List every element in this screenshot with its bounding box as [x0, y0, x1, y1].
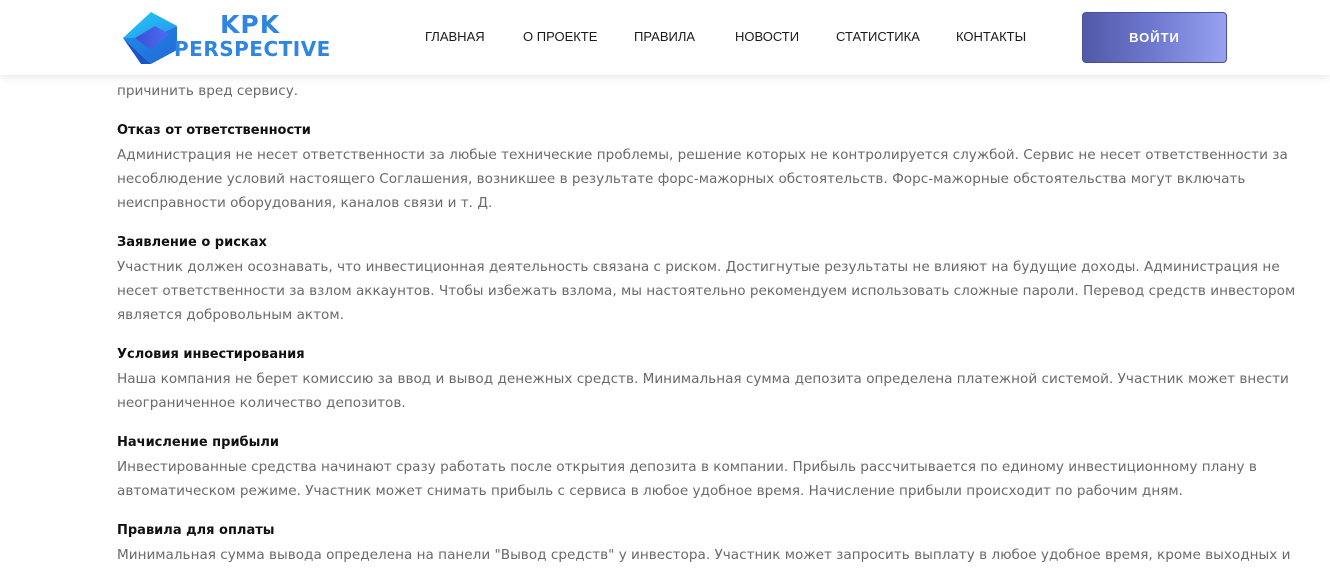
section-text: [117, 143, 1288, 215]
nav-item-about[interactable]: О ПРОЕКТЕ: [523, 29, 598, 44]
logo-text-line1: KPK: [220, 10, 281, 39]
section-title: Условия инвестирования: [117, 347, 305, 362]
section-text-line: Инвестированные средства начинают сразу работать после открытия депозита в компании. Прибыль рассчитывается по единому инвестиционному плану в: [117, 459, 1257, 475]
section-text-line: является добровольным актом.: [117, 307, 344, 323]
nav-item-contacts[interactable]: КОНТАКТЫ: [956, 29, 1027, 44]
section-text-line: Участник должен осознавать, что инвестиционная деятельность связана с риском. Достигнутые результаты не влияют на будущие доходы. Администрация не: [117, 259, 1280, 275]
rules-content: [117, 55, 1296, 567]
nav-item-home[interactable]: ГЛАВНАЯ: [425, 29, 485, 44]
section-text-line: неограниченное количество депозитов.: [117, 395, 406, 411]
section-investment-terms: [117, 343, 1289, 415]
logo-text-line2: PERSPECTIVE: [174, 37, 331, 61]
site-header: [0, 0, 1330, 75]
section-text-line: несет ответственности за взлом аккаунтов. Чтобы избежать взлома, мы настоятельно рекомендуем использовать сложные пароли. Перевод средств инвестором: [117, 283, 1296, 299]
rules-lead-line: причинить вред сервису.: [117, 83, 299, 99]
section-risk-statement: [117, 231, 1296, 327]
section-title: Заявление о рисках: [117, 235, 267, 250]
section-profit-accrual: [117, 431, 1257, 503]
section-text-line: неисправности оборудования, каналов связи и т. Д.: [117, 195, 493, 211]
section-title: Начисление прибыли: [117, 435, 280, 450]
section-title: Правила для оплаты: [117, 523, 275, 538]
kpk-perspective-logo-icon: [121, 10, 179, 66]
section-text-line: несоблюдение условий настоящего Соглашения, возникшее в результате форс-мажорных обстоятельств. Форс-мажорные обстоятельства могут включать: [117, 171, 1246, 187]
section-text-line: Администрация не несет ответственности за любые технические проблемы, решение которых не контролируется службой. Сервис не несет ответственности за: [117, 147, 1288, 163]
section-text: [117, 255, 1296, 327]
nav-item-statistics[interactable]: СТАТИСТИКА: [836, 29, 920, 44]
section-text: [117, 455, 1257, 503]
section-text-line: Минимальная сумма вывода определена на панели "Вывод средств" у инвестора. Участник может запросить выплату в любое удобное время, кроме выходных и: [117, 547, 1291, 563]
section-text-line: автоматическом режиме. Участник может снимать прибыль с сервиса в любое удобное время. Начисление прибыли происходит по рабочим дням.: [117, 483, 1183, 499]
login-button[interactable]: ВОЙТИ: [1082, 12, 1227, 63]
section-title: Отказ от ответственности: [117, 123, 311, 138]
site-logo[interactable]: [121, 10, 336, 66]
section-payment-rules: [117, 519, 1291, 567]
section-text-line: Наша компания не берет комиссию за ввод и вывод денежных средств. Минимальная сумма депозита определена платежной системой. Участник может внести: [117, 371, 1289, 387]
nav-item-news[interactable]: НОВОСТИ: [735, 29, 800, 44]
section-disclaimer: [117, 119, 1288, 215]
section-text: [117, 367, 1289, 415]
section-text: [117, 543, 1291, 567]
nav-item-rules[interactable]: ПРАВИЛА: [634, 29, 696, 44]
